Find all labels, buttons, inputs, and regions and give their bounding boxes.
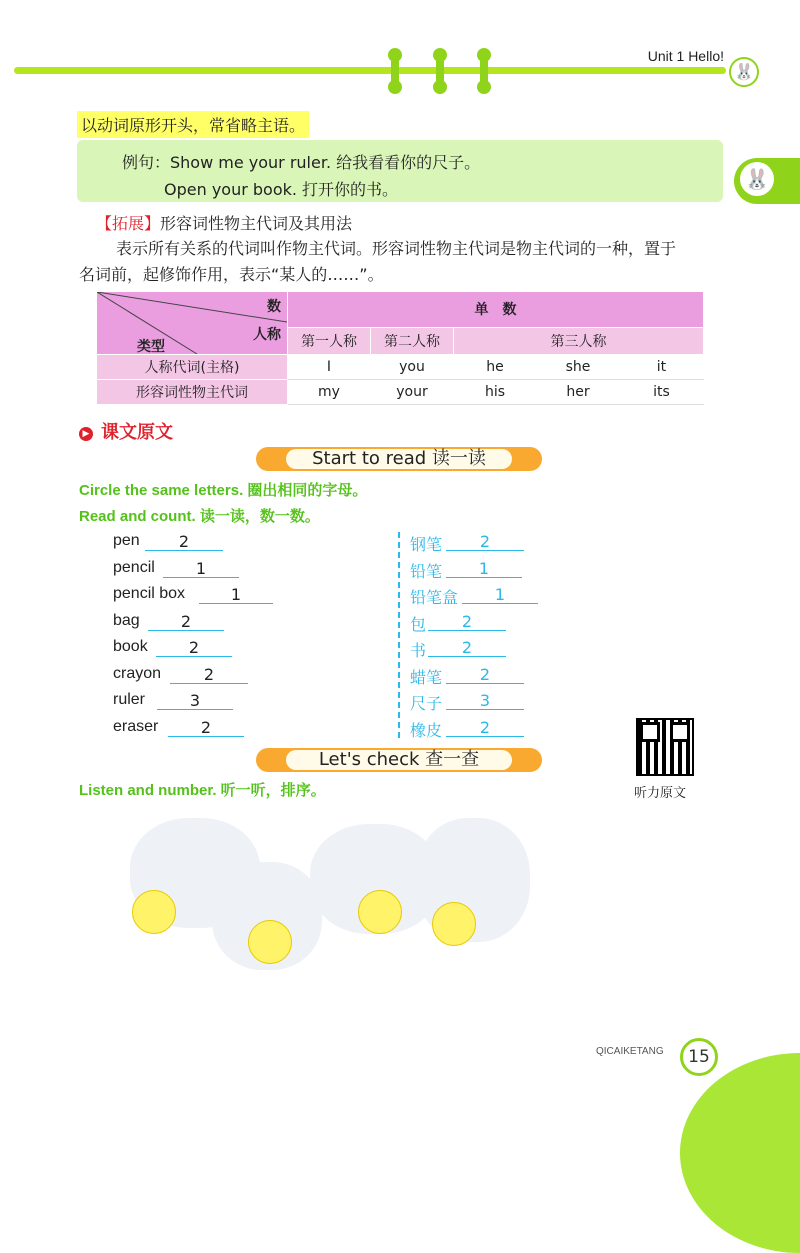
table-cell: I: [288, 355, 371, 380]
section-title: 课文原文: [101, 422, 173, 443]
count-answer: 2: [168, 718, 244, 737]
count-answer: 1: [163, 559, 239, 578]
word-en: crayon: [113, 665, 162, 682]
word-cn: 橡皮: [410, 721, 443, 740]
count-answer-cn: 2: [446, 665, 524, 684]
word-cn: 蜡笔: [410, 668, 443, 687]
binder-pin: [480, 54, 488, 88]
list-item: [113, 691, 145, 709]
word-cn: 包: [410, 615, 427, 634]
example-line-2: Open your book. 打开你的书。: [164, 180, 399, 199]
word-en: bag: [113, 612, 140, 629]
banner-check-label: Let's check 查一查: [286, 750, 512, 770]
list-item: [113, 665, 161, 683]
count-answer-cn: 2: [428, 638, 506, 657]
word-en: pencil box: [113, 585, 186, 602]
grammar-rule: 以动词原形开头，常省略主语。: [77, 111, 309, 138]
col-first-person: 第一人称: [288, 327, 371, 354]
count-answer: 2: [145, 532, 223, 551]
banner-read: [256, 447, 542, 471]
word-en: pencil: [113, 559, 155, 576]
count-answer-cn: 2: [446, 718, 524, 737]
count-answer-cn: 3: [446, 691, 524, 710]
table-cell: your: [371, 380, 454, 405]
word-cn: 铅笔盒: [410, 588, 459, 607]
word-en: pen: [113, 532, 140, 549]
list-item: [113, 585, 185, 603]
example-line-1: 例句：Show me your ruler. 给我看看你的尺子。: [122, 153, 481, 172]
corner-label-person: 人称: [253, 327, 281, 343]
table-cell: my: [288, 380, 371, 405]
count-answer-cn: 1: [462, 585, 538, 604]
table-cell: his: [454, 380, 537, 405]
pronoun-table: [96, 291, 704, 405]
footer-brand: QICAIKETANG: [596, 1046, 664, 1057]
banner-read-label: Start to read 读一读: [286, 449, 512, 469]
diagonal-lines: [97, 292, 287, 354]
banner-check: [256, 748, 542, 772]
row-label: 形容词性物主代词: [97, 380, 288, 405]
instruction-count: Read and count. 读一读，数一数。: [79, 508, 320, 525]
side-tab: [734, 158, 800, 204]
list-item: [113, 532, 140, 550]
unit-title: Unit 1 Hello!: [647, 48, 724, 64]
number-circle[interactable]: [248, 920, 292, 964]
count-answer-cn: 2: [428, 612, 506, 631]
word-en: book: [113, 638, 148, 655]
word-cn: 书: [410, 641, 427, 660]
extension-paragraph-1: 表示所有关系的代词叫作物主代词。形容词性物主代词是物主代词的一种，置于: [116, 239, 677, 258]
table-cell: you: [371, 355, 454, 380]
count-answer: 2: [156, 638, 232, 657]
section-heading: [79, 418, 173, 444]
extension-title: 形容词性物主代词及其用法: [160, 214, 353, 233]
extension-paragraph-2: 名词前，起修饰作用，表示“某人的……”。: [79, 265, 384, 284]
corner-label-type: 类型: [137, 339, 165, 355]
qr-caption: 听力原文: [634, 786, 687, 801]
col-second-person: 第二人称: [371, 327, 454, 354]
table-row: [97, 380, 704, 405]
instruction-listen: Listen and number. 听一听，排序。: [79, 782, 326, 799]
col-third-person: 第三人称: [454, 327, 704, 354]
rabbit-icon: 🐰: [729, 57, 759, 87]
binder-pin: [391, 54, 399, 88]
table-cell: its: [620, 380, 704, 405]
extension-tag: 【拓展】: [96, 214, 161, 233]
table-cell: she: [537, 355, 620, 380]
header-bar: [14, 67, 726, 74]
divider: [398, 532, 400, 738]
list-item: [113, 612, 140, 630]
word-en: ruler: [113, 691, 146, 708]
word-cn: 钢笔: [410, 535, 443, 554]
rabbit-icon: 🐰: [740, 162, 774, 196]
count-answer-cn: 1: [446, 559, 522, 578]
word-cn: 铅笔: [410, 562, 443, 581]
table-cell: he: [454, 355, 537, 380]
qr-code[interactable]: [636, 718, 694, 776]
number-circle[interactable]: [432, 902, 476, 946]
listening-illustration: [130, 810, 530, 970]
corner-decoration: [680, 1053, 800, 1253]
instruction-circle: Circle the same letters. 圈出相同的字母。: [79, 482, 368, 499]
page-number: 15: [680, 1038, 718, 1076]
count-answer: 2: [170, 665, 248, 684]
number-circle[interactable]: [132, 890, 176, 934]
row-label: 人称代词(主格): [97, 355, 288, 380]
table-row: [97, 355, 704, 380]
extension-heading: [96, 211, 352, 234]
word-cn: 尺子: [410, 694, 443, 713]
play-icon: ▶: [79, 427, 93, 441]
count-answer: 1: [199, 585, 273, 604]
table-cell: it: [620, 355, 704, 380]
number-circle[interactable]: [358, 890, 402, 934]
count-answer: 2: [148, 612, 224, 631]
count-answer: 3: [157, 691, 233, 710]
word-en: eraser: [113, 718, 159, 735]
corner-label-number: 数: [267, 299, 281, 315]
table-corner: [97, 292, 288, 355]
count-answer-cn: 2: [446, 532, 524, 551]
table-cell: her: [537, 380, 620, 405]
binder-pin: [436, 54, 444, 88]
list-item: [113, 718, 158, 736]
singular-header: 单 数: [288, 292, 704, 328]
list-item: [113, 638, 148, 656]
list-item: [113, 559, 155, 577]
